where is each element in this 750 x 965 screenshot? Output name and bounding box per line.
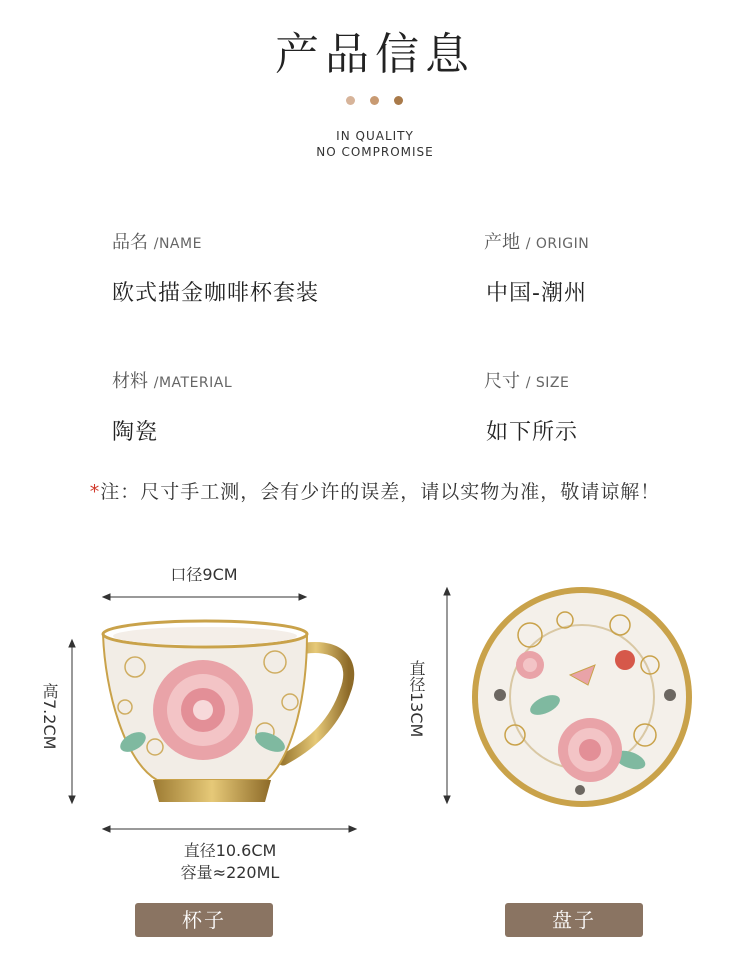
origin-value: 中国-潮州 — [486, 281, 587, 306]
cup-button[interactable]: 杯子 — [135, 903, 273, 937]
origin-label-cn: 产地 — [484, 232, 520, 253]
plate-diameter-dimension: 直径13CM — [407, 660, 426, 738]
name-label-en: /NAME — [153, 236, 202, 252]
size-value: 如下所示 — [486, 420, 579, 445]
name-label-cn: 品名 — [112, 232, 148, 253]
origin-label-en: / ORIGIN — [525, 236, 590, 252]
plate-button[interactable]: 盘子 — [505, 903, 643, 937]
page-title: 产品信息 — [275, 29, 475, 80]
cup-capacity-dimension: 容量≈220ML — [180, 863, 280, 882]
size-label-cn: 尺寸 — [484, 371, 520, 392]
material-value: 陶瓷 — [112, 420, 159, 445]
cup-mouth-dimension: 口径9CM — [170, 565, 238, 584]
note-text: 注：尺寸手工测，会有少许的误差，请以实物为准，敬请谅解！ — [100, 481, 661, 503]
note-asterisk: * — [89, 481, 101, 503]
plate-image — [470, 585, 695, 810]
tagline-1: IN QUALITY — [336, 129, 414, 143]
name-value: 欧式描金咖啡杯套装 — [112, 281, 320, 306]
cup-height-dimension: 高7.2CM — [40, 683, 59, 750]
material-label-en: /MATERIAL — [153, 375, 233, 391]
cup-image — [95, 612, 365, 812]
material-label-cn: 材料 — [112, 371, 148, 392]
size-label-en: / SIZE — [525, 375, 570, 391]
tagline-2: NO COMPROMISE — [316, 145, 434, 159]
cup-diameter-dimension: 直径10.6CM — [183, 841, 277, 860]
